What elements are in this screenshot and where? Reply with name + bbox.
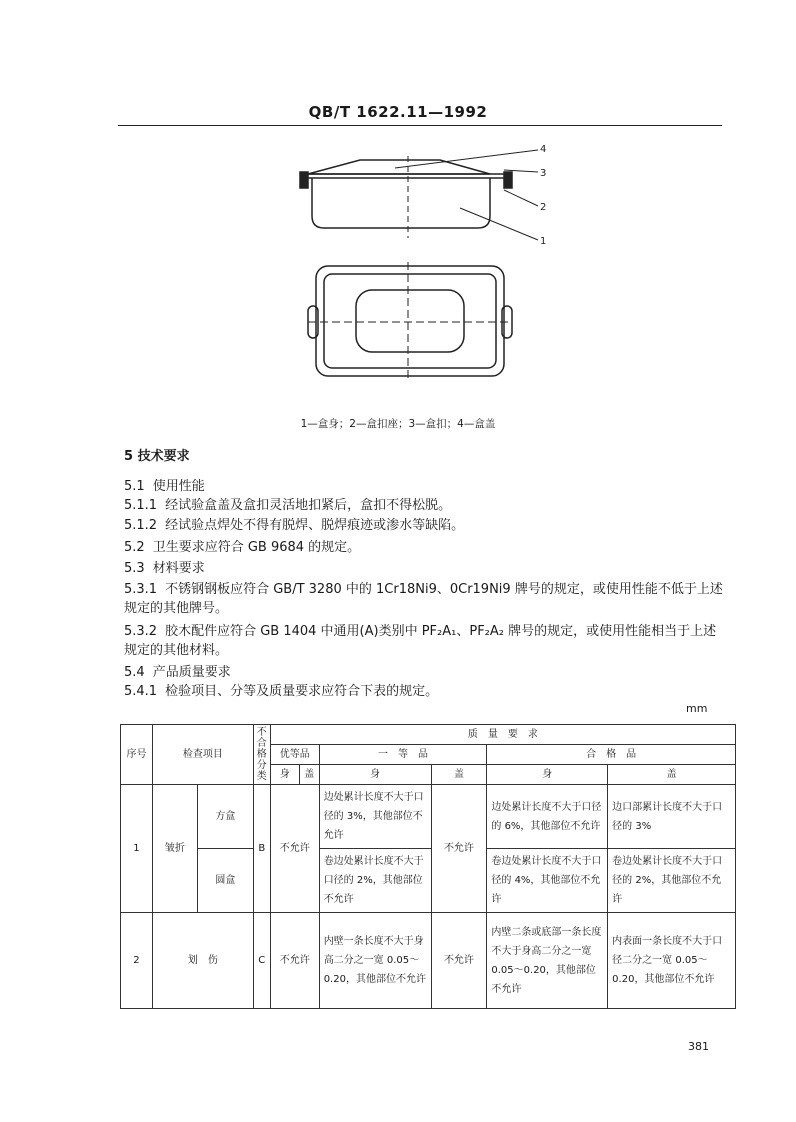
clause-5-4-1: 5.4.1 检验项目、分等及质量要求应符合下表的规定。: [124, 684, 439, 699]
th-qualified-lid: 盖: [608, 765, 736, 785]
th-seq: 序号: [121, 725, 153, 785]
clause-5-1: 5.1 使用性能: [124, 479, 205, 494]
callout-3: 3: [540, 168, 547, 179]
th-quality: 质 量 要 求: [270, 725, 735, 745]
clause-5-2: 5.2 卫生要求应符合 GB 9684 的规定。: [124, 540, 361, 555]
table-row: 圆盒 卷边处累计长度不大于口径的 2%，其他部位不允许 卷边处累计长度不大于口径的 4%，其他部位不允许 卷边处累计长度不大于口径的 2%，其他部位不允许: [121, 849, 736, 913]
table-row: 2 划 伤 C 不允许 内壁一条长度不大于身高二分之一宽 0.05～0.20，其他部位不允许 不允许 内壁二条或底部一条长度不大于身高二分之一宽 0.05～0.20，其他部位不允许 内表面一条长度不大于口径二分之一宽 0.05～0.20，其他部位不允许: [121, 913, 736, 1009]
figure-caption: 1—盒身；2—盒扣座；3—盒扣；4—盒盖: [300, 418, 496, 430]
box-lid-knob: [356, 290, 464, 352]
table-unit: mm: [686, 702, 708, 715]
box-clip-right: [504, 172, 512, 188]
th-qualified-body: 身: [487, 765, 608, 785]
th-class: 不合格分类: [253, 725, 270, 785]
box-plan-inner: [324, 274, 496, 368]
box-clip-left: [300, 172, 308, 188]
table-row: 1 皱折 方盒 B 不允许 边处累计长度不大于口径的 3%，其他部位不允许 不允许 边处累计长度不大于口径的 6%，其他部位不允许 边口部累计长度不大于口径的 3%: [121, 785, 736, 849]
th-qualified: 合 格 品: [487, 745, 736, 765]
th-first: 一 等 品: [319, 745, 487, 765]
th-excellent-body: 身: [270, 765, 299, 785]
callout-2: 2: [540, 202, 547, 213]
page-number: 381: [688, 1040, 709, 1053]
clause-5-1-1: 5.1.1 经试验盒盖及盒扣灵活地扣紧后，盒扣不得松脱。: [124, 498, 452, 513]
clause-5-1-2: 5.1.2 经试验点焊处不得有脱焊、脱焊痕迹或渗水等缺陷。: [124, 518, 465, 533]
header-rule: [118, 125, 722, 126]
th-first-body: 身: [319, 765, 431, 785]
th-excellent: 优等品: [270, 745, 319, 765]
standard-number: QB/T 1622.11—1992: [308, 103, 488, 121]
callout-1: 1: [540, 236, 547, 247]
box-body: [312, 178, 490, 228]
lunch-box-drawing: [290, 138, 560, 400]
th-item: 检查项目: [152, 725, 253, 785]
box-plan-outer: [316, 266, 504, 376]
quality-requirements-table: [120, 724, 736, 1009]
clause-5-3-1: 5.3.1 不锈钢钢板应符合 GB/T 3280 中的 1Cr18Ni9、0Cr19Ni9 牌号的规定，或使用性能不低于上述规定的其他牌号。: [124, 582, 723, 616]
callout-4: 4: [540, 144, 547, 155]
section-title: 5 技术要求: [124, 449, 190, 464]
clause-5-3-2: 5.3.2 胶木配件应符合 GB 1404 中通用(A)类别中 PF₂A₁、PF₂A₂ 牌号的规定，或使用性能相当于上述规定的其他材料。: [124, 624, 717, 658]
clause-5-4: 5.4 产品质量要求: [124, 665, 231, 680]
th-first-lid: 盖: [431, 765, 487, 785]
clause-5-3: 5.3 材料要求: [124, 561, 205, 576]
th-excellent-lid: 盖: [299, 765, 319, 785]
